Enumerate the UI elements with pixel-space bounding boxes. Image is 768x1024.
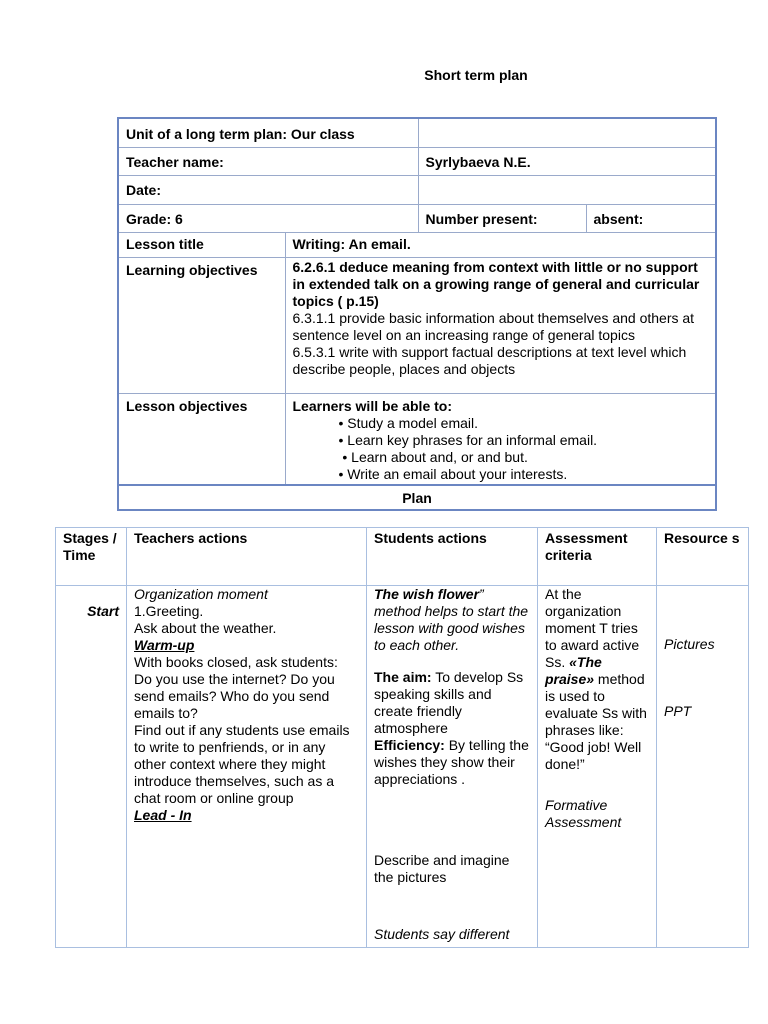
lesson-title-label: Lesson title [118,232,285,257]
plan-table [55,527,749,948]
describe-text: Describe and imagine the pictures [374,852,510,885]
resources-cell [657,586,749,948]
header-students: Students actions [367,528,538,586]
wish-flower-title: The wish flower [374,586,480,602]
greeting: 1.Greeting. [134,603,204,619]
org-moment: Organization moment [134,586,268,602]
lead-in-heading: Lead - In [134,807,192,823]
header-resources: Resource s [657,528,749,586]
objective-6261: 6.2.6.1 deduce meaning from context with little or no support in extended talk on a growing range of general and curricular topics ( p.15) [292,258,700,309]
header-teachers: Teachers actions [127,528,367,586]
lesson-objectives-value [285,393,716,485]
objective-6311: 6.3.1.1 provide basic information about themselves and others at sentence level on an increasing range of general topics [292,309,695,343]
praise-quote: “Good job! Well done!” [545,739,642,772]
warm-up-heading: Warm-up [134,637,195,653]
stage-cell: Start [56,586,127,948]
teacher-value: Syrlybaeva N.E. [418,147,716,175]
find-out-text: Find out if any students use emails to write to penfriends, or in any other context where they might introduce themselves, such as a chat room or online group [134,722,350,806]
lesson-objectives-list [293,415,709,483]
plan-label: Plan [118,485,716,510]
absent-label: absent: [586,204,716,232]
page-title: Short term plan [424,67,528,83]
present-label: Number present: [418,204,586,232]
header-stages: Stages / Time [56,528,127,586]
header-table [117,117,717,511]
assessment-cell [538,586,657,948]
objective-6531: 6.5.3.1 write with support factual descriptions at text level which describe people, places and objects [292,343,687,377]
grade-label: Grade: 6 [118,204,418,232]
list-item: • Study a model email. [338,414,479,431]
praise-method: «The praise» [545,654,602,687]
unit-value [418,118,716,147]
students-say-text: Students say different [374,926,510,942]
date-value [418,175,716,204]
learning-objectives-label: Learning objectives [118,257,285,393]
assessment-part1: At the organization moment T tries to award active Ss. [545,586,640,670]
wish-flower-text: ” method helps to start the lesson with good wishes to each other. [374,586,529,653]
list-item: • Learn about and, or and but. [338,448,528,465]
unit-label: Unit of a long term plan: Our class [118,118,418,147]
aim-text: To develop Ss speaking skills and create friendly atmosphere [374,669,524,736]
lesson-objectives-label: Lesson objectives [118,393,285,485]
warm-up-text: With books closed, ask students: Do you use the internet? Do you send emails? Who do you send emails to? [134,654,338,721]
weather: Ask about the weather. [134,620,277,636]
assessment-part2: method is used to evaluate Ss with phrases like: [545,671,647,738]
list-item: • Write an email about your interests. [338,465,568,482]
list-item: • Learn key phrases for an informal email. [338,431,598,448]
teacher-label: Teacher name: [118,147,418,175]
resource-ppt: PPT [664,703,692,719]
aim-label: The aim: [374,669,432,685]
header-assessment: Assessment criteria [538,528,657,586]
efficiency-label: Efficiency: [374,737,445,753]
lesson-objectives-intro: Learners will be able to: [292,397,452,414]
learning-objectives-value [285,257,716,393]
date-label: Date: [118,175,418,204]
lesson-title-value: Writing: An email. [285,232,716,257]
efficiency-text: By telling the wishes they show their appreciations . [374,737,529,787]
resource-pictures: Pictures [664,636,715,652]
students-actions-cell [367,586,538,948]
formative-assessment: Formative Assessment [545,797,622,830]
teacher-actions-cell [127,586,367,948]
